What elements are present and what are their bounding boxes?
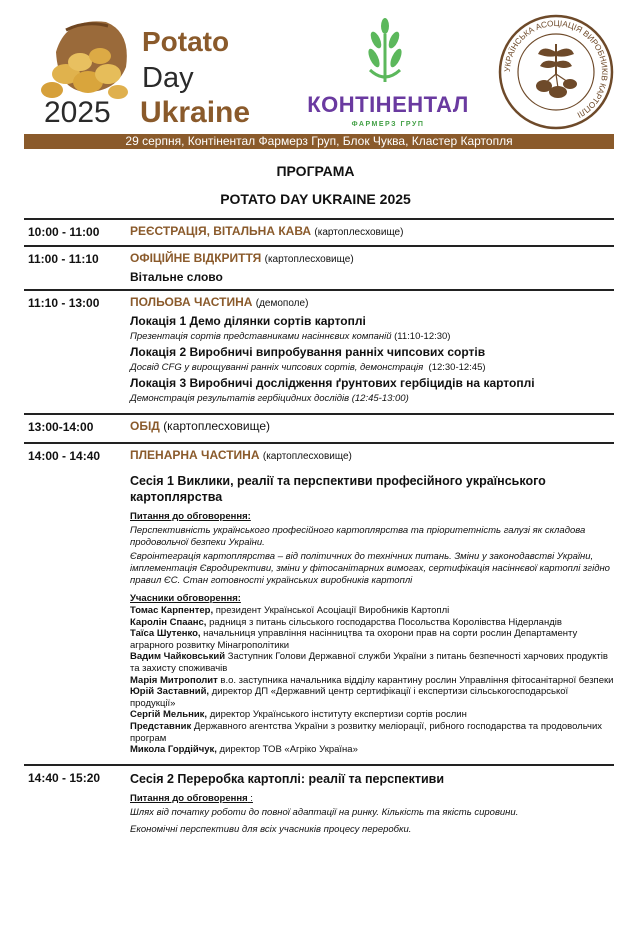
slot-place: (демополе) bbox=[255, 298, 309, 309]
session-2-title: Сесія 2 Переробка картоплі: реалії та перспективи bbox=[130, 771, 445, 786]
location-1-desc: Презентація сортів представниками насіннєвих компаній bbox=[130, 331, 392, 342]
association-seal-icon bbox=[498, 14, 614, 130]
questions-suffix: : bbox=[247, 792, 253, 804]
participant bbox=[130, 651, 614, 674]
header bbox=[0, 0, 631, 134]
participant-role: президент Української Асоціації Виробників Картоплі bbox=[213, 605, 450, 616]
location-2: Локація 2 Виробничі випробування ранніх чипсових сортів bbox=[130, 345, 486, 359]
participant-name: Марія Митрополит bbox=[130, 674, 218, 686]
slot-place: (картоплесховище) bbox=[314, 227, 404, 238]
participant-role: директор ТОВ «Агріко Україна» bbox=[216, 744, 358, 756]
time-slot: 13:00-14:00 bbox=[28, 420, 94, 434]
question-1: Перспективність українського професійного картоплярства та пріоритетність галузі як складова продовольчої безпеки України. bbox=[130, 525, 586, 548]
participant bbox=[130, 709, 614, 721]
brand-line1: Potato bbox=[142, 26, 230, 57]
location-1: Локація 1 Демо ділянки сортів картоплі bbox=[130, 314, 366, 328]
schedule-row-session-2 bbox=[24, 764, 614, 836]
time-slot: 11:00 - 11:10 bbox=[28, 252, 99, 266]
schedule-row-registration bbox=[24, 218, 614, 241]
schedule-row-field bbox=[24, 289, 614, 409]
slot-title: РЕЄСТРАЦІЯ, ВІТАЛЬНА КАВА bbox=[130, 224, 312, 238]
participant-role: Державного агентства України з розвитку меліорації, рибного господарства та продовольчих програм bbox=[130, 720, 603, 744]
slot-place: (картоплесховище) bbox=[163, 419, 271, 433]
time-slot: 10:00 - 11:00 bbox=[28, 225, 100, 239]
participant-name: Томас Карпентер, bbox=[130, 605, 214, 616]
slot-item: Вітальне слово bbox=[130, 270, 223, 284]
location-2-desc: Досвід CFG у вирощуванні ранніх чипсових сортів, демонстрація bbox=[130, 362, 424, 373]
location-2-time: (12:30-12:45) bbox=[428, 362, 486, 373]
participant-name: Каролін Спаанс, bbox=[130, 616, 207, 628]
participant bbox=[130, 744, 614, 756]
continental-subtitle: ФАРМЕРЗ ГРУП bbox=[351, 121, 425, 128]
participant-name: Сергій Мельник, bbox=[130, 709, 208, 721]
participant-name: Представник bbox=[130, 720, 192, 732]
schedule bbox=[24, 218, 614, 836]
participant bbox=[130, 605, 614, 617]
questions-label: Питання до обговорення bbox=[130, 792, 248, 804]
slot-title: ОФІЦІЙНЕ ВІДКРИТТЯ bbox=[130, 251, 262, 265]
participant bbox=[130, 617, 614, 629]
session-1-title: Сесія 1 Виклики, реалії та перспективи професійного українського картоплярства bbox=[130, 474, 546, 504]
participant-role: директор ДП «Державний центр сертифікації і експертизи сільськогосподарської продукції» bbox=[130, 686, 569, 709]
participant-name: Юрій Заставний, bbox=[130, 686, 210, 698]
slot-title: ПЛЕНАРНА ЧАСТИНА bbox=[130, 448, 260, 462]
brand-line2: Day bbox=[142, 62, 194, 94]
participant bbox=[130, 675, 614, 687]
schedule-row-opening bbox=[24, 245, 614, 285]
participant bbox=[130, 721, 614, 744]
location-1-time: (11:10-12:30) bbox=[394, 331, 451, 342]
participant-role: начальниця управління насінництва та охорони прав на сорти рослин Департаменту аграрного розвитку Мінагрополітики bbox=[130, 628, 578, 651]
time-slot: 11:10 - 13:00 bbox=[28, 296, 100, 310]
question-1: Шлях від початку роботи до повної адаптації на ринку. Кількість та якість сировини. bbox=[130, 806, 519, 818]
questions-label: Питання до обговорення: bbox=[130, 511, 251, 522]
program-titles bbox=[0, 160, 631, 208]
participant-role: Заступник Голови Державної служби України з питань безпечності харчових продуктів та захисту споживачів bbox=[130, 651, 608, 674]
continental-name: КОНТІНЕНТАЛ bbox=[307, 92, 469, 117]
time-slot: 14:00 - 14:40 bbox=[28, 449, 101, 463]
participant-name: Вадим Чайковський bbox=[130, 651, 226, 663]
participants-label: Учасники обговорення: bbox=[130, 593, 241, 604]
location-3-desc: Демонстрація результатів гербіцидних дослідів (12:45-13:00) bbox=[130, 393, 409, 404]
program-subtitle: POTATO DAY UKRAINE 2025 bbox=[220, 191, 411, 207]
event-banner: 29 серпня, Контінентал Фармерз Груп, Блок Чуква, Кластер Картопля bbox=[24, 134, 614, 149]
participant-role: в.о. заступника начальника відділу карантину рослин Управління фітосанітарної безпеки bbox=[217, 674, 614, 686]
participant-role: директор Українського інституту експертизи сортів рослин bbox=[207, 709, 467, 721]
time-slot: 14:40 - 15:20 bbox=[28, 770, 101, 785]
location-3: Локація 3 Виробничі дослідження ґрунтових гербіцидів на картоплі bbox=[130, 376, 535, 390]
participant-name: Микола Гордійчук, bbox=[130, 744, 217, 756]
participant-name: Таїса Шутенко, bbox=[130, 628, 201, 640]
seal-text-path: УКРАЇНСЬКА АСОЦІАЦІЯ ВИРОБНИКІВ КАРТОПЛІ bbox=[502, 18, 610, 120]
participant bbox=[130, 686, 614, 709]
slot-title: ОБІД bbox=[130, 419, 160, 433]
continental-logo bbox=[300, 18, 476, 133]
question-2: Економічні перспективи для всіх учасників процесу переробки. bbox=[130, 823, 412, 835]
question-2: Євроінтеграція картоплярства – від політичних до технічних питань. Зміни у законодавстві України, імплементація Євродирективи, зміни у фітосанітарних вимогах, сертифікація насіннєвої картоплі згідно правил ЄС. Стан готовності українських виробників картоплі bbox=[130, 551, 610, 586]
slot-place: (картоплесховище) bbox=[264, 254, 354, 265]
slot-place: (картоплесховище) bbox=[262, 451, 352, 462]
brand-country: Ukraine bbox=[140, 96, 251, 129]
brand-year: 2025 bbox=[44, 96, 111, 129]
participant-role: радниця з питань сільського господарства Посольства Королівства Нідерландів bbox=[206, 616, 562, 628]
program-title: ПРОГРАМА bbox=[276, 163, 355, 179]
slot-title: ПОЛЬОВА ЧАСТИНА bbox=[130, 295, 253, 309]
participant bbox=[130, 628, 614, 651]
schedule-row-lunch bbox=[24, 413, 614, 438]
wheat-icon bbox=[362, 18, 408, 84]
schedule-row-plenary bbox=[24, 442, 614, 760]
